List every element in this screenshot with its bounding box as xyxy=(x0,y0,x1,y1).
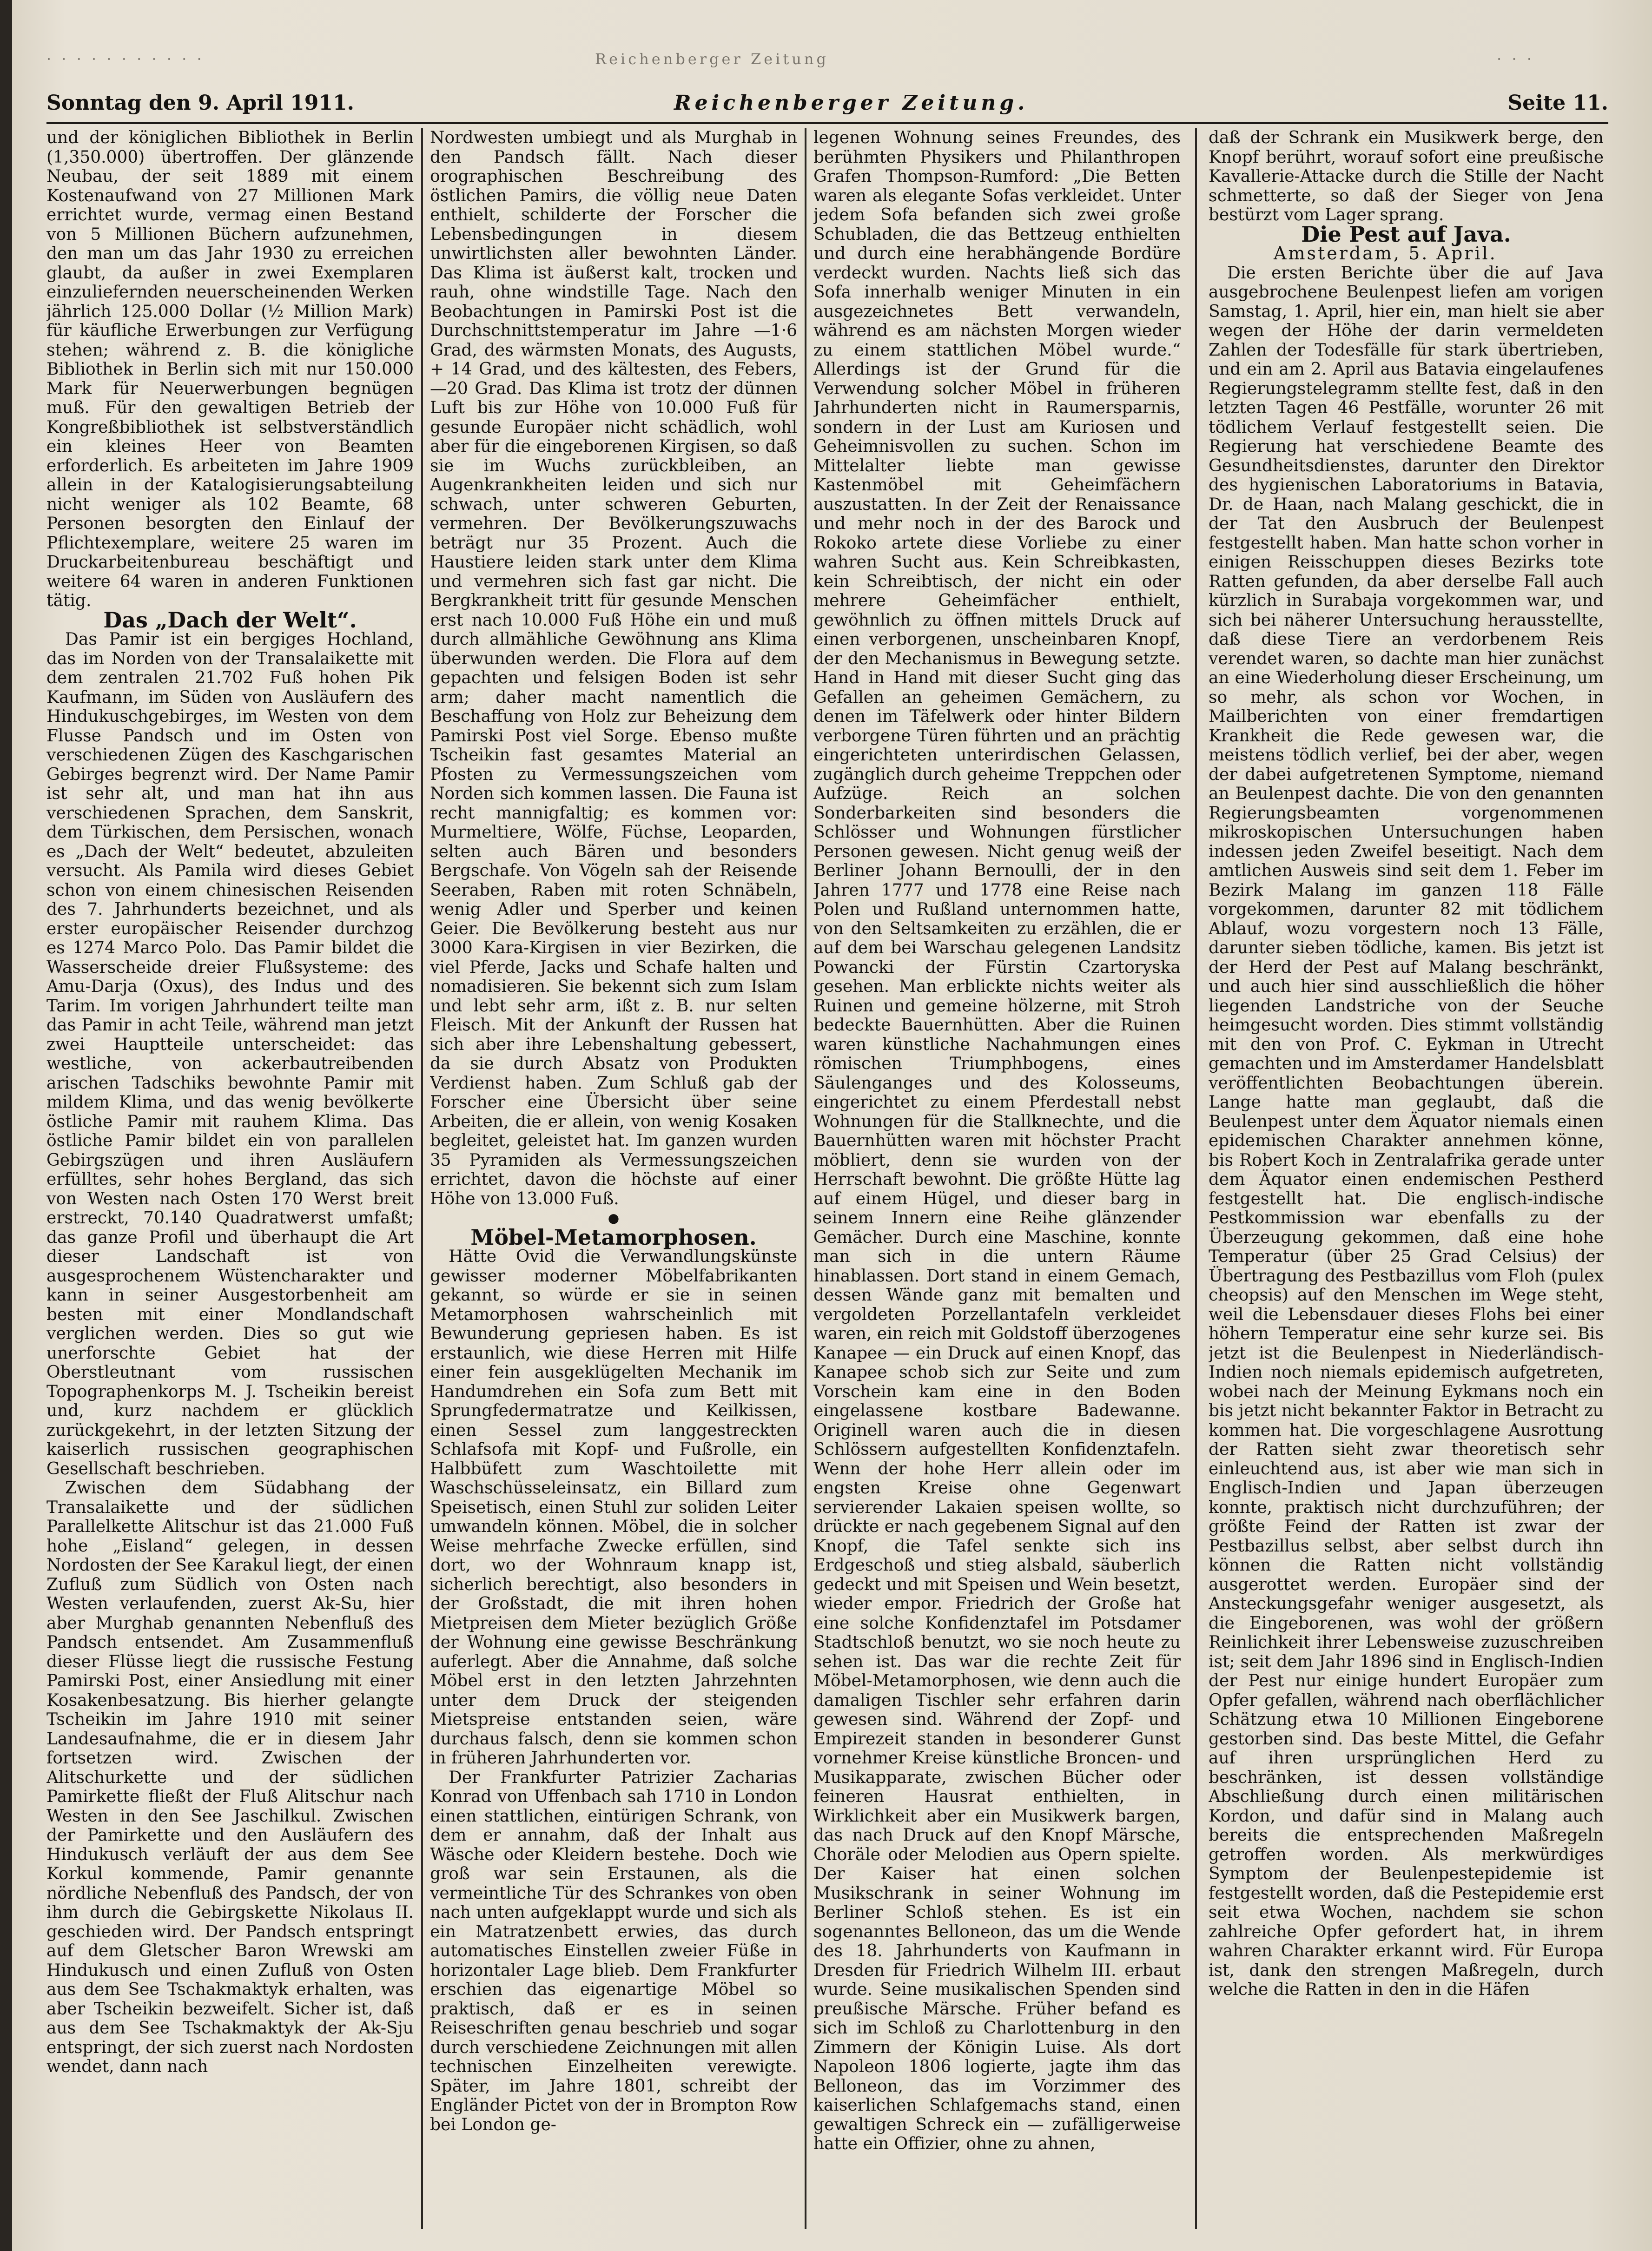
scan-edge xyxy=(0,0,12,2251)
column-2 xyxy=(430,128,797,2220)
article-paragraph: und der königlichen Bibliothek in Berlin (1,350.000) übertroffen. Der glänzende Neubau, der seit 1889 mit einem Kostenaufwand von 27 Millionen Mark errichtet wurde, vermag einen Bestand von 5 Millionen Büchern aufzunehmen, den man um das Jahr 1930 zu erreichen glaubt, da außer in zwei Exemplaren einzuliefernden neuerscheinenden Werken jährlich 125.000 Dollar (½ Million Mark) für käufliche Erwerbungen zur Verfügung stehen; während z. B. die königliche Bibliothek in Berlin sich mit nur 150.000 Mark für Neuerwerbungen begnügen muß. Für den gewaltigen Betrieb der Kongreßbibliothek ist selbstverständlich ein kleines Heer von Beamten erforderlich. Es arbeiteten im Jahre 1909 allein in der Katalogisierungsabteilung nicht weniger als 102 Beamte, 68 Personen besorgten den Einlauf der Pflichtexemplare, weitere 25 waren im Druckarbeitenbureau beschäftigt und weitere 64 waren in anderen Funktionen tätig. xyxy=(46,128,414,610)
article-paragraph: Das Pamir ist ein bergiges Hochland, das im Norden von der Transalaikette mit dem zentralen 21.702 Fuß hohen Pik Kaufmann, im Süden von Ausläufern des Hindukuschgebirges, im Westen von dem Flusse Pandsch und im Osten von verschiedenen Zügen des Kaschgarischen Gebirges begrenzt wird. Der Name Pamir ist sehr alt, und man hat ihn aus verschiedenen Sprachen, dem Sanskrit, dem Türkischen, dem Persischen, wonach es „Dach der Welt“ bedeutet, abzuleiten versucht. Als Pamila wird dieses Gebiet schon von einem chinesischen Reisenden des 7. Jahrhunderts bezeichnet, und als erster europäischer Reisender durchzog es 1274 Marco Polo. Das Pamir bildet die Wasserscheide dreier Flußsysteme: des Amu-Darja (Oxus), des Indus und des Tarim. Im vorigen Jahrhundert teilte man das Pamir in acht Teile, während man jetzt zwei Hauptteile unterscheidet: das westliche, von ackerbautreibenden arischen Tadschiks bewohnte Pamir mit mildem Klima, und das wenig bevölkerte östliche Pamir mit rauhem Klima. Das östliche Pamir bildet ein von parallelen Gebirgszügen und ihren Ausläufern erfülltes, sehr hohes Bergland, das sich von Westen nach Osten 170 Werst breit erstreckt, 70.140 Quadratwerst umfaßt; das ganze Profil und überhaupt die Art dieser Landschaft ist von ausgesprochenem Wüstencharakter und kann in seiner Ausgestorbenheit am besten mit einer Mondlandschaft verglichen werden. Dies so gut wie unerforschte Gebiet hat der Oberstleutnant vom russischen Topographenkorps M. J. Tscheikin bereist und, kurz nachdem er glücklich zurückgekehrt, in der letzten Sitzung der kaiserlich russischen geographischen Gesellschaft beschrieben. xyxy=(46,630,414,1479)
article-paragraph: legenen Wohnung seines Freundes, des berühmten Physikers und Philanthropen Grafen Thompson-Rumford: „Die Betten waren als elegante Sofas verkleidet. Unter jedem Sofa befanden sich zwei große Schubladen, die das Bettzeug enthielten und durch eine herabhängende Bordüre verdeckt wurden. Nachts ließ sich das Sofa innerhalb weniger Minuten in ein ausgezeichnetes Bett verwandeln, während es am nächsten Morgen wieder zu einem stattlichen Möbel wurde.“ Allerdings ist der Grund für die Verwendung solcher Möbel in früheren Jahrhunderten nicht in Raumersparnis, sondern in der Lust am Kuriosen und Geheimnisvollen zu suchen. Schon im Mittelalter liebte man gewisse Kastenmöbel mit Geheimfächern auszustatten. In der Zeit der Renaissance und mehr noch in der des Barock und Rokoko artete diese Vorliebe zu einer wahren Sucht aus. Kein Schreibkasten, kein Schreibtisch, der nicht ein oder mehrere Geheimfächer enthielt, gewöhnlich zu öffnen mittels Druck auf einen verborgenen, unscheinbaren Knopf, der den Mechanismus in Bewegung setzte. Hand in Hand mit dieser Sucht ging das Gefallen an geheimen Gemächern, zu denen im Täfelwerk oder hinter Bildern verborgene Türen führten und an prächtig eingerichteten unterirdischen Gelassen, zugänglich durch geheime Treppchen oder Aufzüge. Reich an solchen Sonderbarkeiten sind besonders die Schlösser und Wohnungen fürstlicher Personen gewesen. Nicht genug weiß der Berliner Johann Bernoulli, der in den Jahren 1777 und 1778 eine Reise nach Polen und Rußland unternommen hatte, von den Seltsamkeiten zu erzählen, die er auf dem bei Warschau gelegenen Landsitz Powancki der Fürstin Czartoryska gesehen. Man erblickte nichts weiter als Ruinen und gemeine hölzerne, mit Stroh bedeckte Bauernhütten. Aber die Ruinen waren künstliche Nachahmungen eines römischen Triumphbogens, eines Säulenganges und des Kolosseums, eingerichtet zu einem Pferdestall nebst Wohnungen für die Stallknechte, und die Bauernhütten waren mit höchster Pracht möbliert, denn sie wurden von der Herrschaft bewohnt. Die größte Hütte lag auf einem Hügel, und dieser barg in seinem Innern eine Reihe glänzender Gemächer. Durch eine Maschine, konnte man sich in die untern Räume hinablassen. Dort stand in einem Gemach, dessen Wände ganz mit bemalten und vergoldeten Porzellantafeln verkleidet waren, ein reich mit Goldstoff überzogenes Kanapee — ein Druck auf einen Knopf, das Kanapee schob sich zur Seite und zum Vorschein kam eine in den Boden eingelassene kostbare Badewanne. Originell waren auch die in diesen Schlössern aufgestellten Konfidenztafeln. Wenn der hohe Herr allein oder im engsten Kreise ohne Gegenwart servierender Lakaien speisen wollte, so drückte er nach gegebenem Signal auf den Knopf, die Tafel senkte sich ins Erdgeschoß und stieg alsbald, säuberlich gedeckt und mit Speisen und Wein besetzt, wieder empor. Friedrich der Große hat eine solche Konfidenztafel im Potsdamer Stadtschloß benutzt, wo sie noch heute zu sehen ist. Das war die rechte Zeit für Möbel-Metamorphosen, wie denn auch die damaligen Tischler sehr erfahren darin gewesen sind. Während der Zopf- und Empirezeit standen in besonderer Gunst vornehmer Kreise künstliche Broncen- und Musikapparate, zwischen Bücher oder feineren Hausrat enthielten, in Wirklichkeit aber ein Musikwerk bargen, das nach Druck auf den Knopf Märsche, Choräle oder Melodien aus Opern spielte. Der Kaiser hat einen solchen Musikschrank in seiner Wohnung im Berliner Schloß stehen. Es ist ein sogenanntes Belloneon, das um die Wende des 18. Jahrhunderts von Kaufmann in Dresden für Friedrich Wilhelm III. erbaut wurde. Seine musikalischen Spenden sind preußische Märsche. Früher befand es sich im Schloß zu Charlottenburg in den Zimmern der Königin Luise. Als dort Napoleon 1806 logierte, jagte ihm das Belloneon, das im Vorzimmer des kaiserlichen Schlafgemachs stand, einen gewaltigen Schreck ein — zufälligerweise hatte ein Offizier, ohne zu ahnen, xyxy=(813,128,1181,2153)
header-rule xyxy=(46,122,1608,124)
column-divider xyxy=(1195,128,1197,2229)
column-1 xyxy=(46,128,414,2220)
article-headline: Das „Dach der Welt“. xyxy=(103,607,357,633)
article-headline: Möbel-Metamorphosen. xyxy=(470,1224,757,1250)
column-divider xyxy=(805,128,806,2229)
column-4 xyxy=(1209,128,1604,2220)
section-separator: ● xyxy=(608,1210,620,1226)
article-paragraph: Hätte Ovid die Verwandlungskünste gewisser moderner Möbelfabrikanten gekannt, so würde er sie in seinen Metamorphosen wahrscheinlich mit Bewunderung gepriesen haben. Es ist erstaunlich, wie diese Herren mit Hilfe einer fein ausgeklügelten Mechanik im Handumdrehen ein Sofa zum Bett mit Sprungfedermatratze und Keilkissen, einen Sessel zum langgestreckten Schlafsofa mit Kopf- und Fußrolle, ein Halbbüfett zum Waschtoilette mit Waschschüsseleinsatz, ein Billard zum Speisetisch, einen Stuhl zur soliden Leiter umwandeln können. Möbel, die in solcher Weise mehrfache Zwecke erfüllen, sind dort, wo der Wohnraum knapp ist, sicherlich berechtigt, also besonders in der Großstadt, die mit ihren hohen Mietpreisen dem Mieter bezüglich Größe der Wohnung eine gewisse Beschränkung auferlegt. Aber die Annahme, daß solche Möbel erst in den letzten Jahrzehnten unter dem Druck der steigenden Mietspreise entstanden seien, wäre durchaus falsch, denn sie kommen schon in früheren Jahrhunderten vor. xyxy=(430,1247,797,1768)
newspaper-title: Reichenberger Zeitung. xyxy=(674,91,1029,115)
article-paragraph: daß der Schrank ein Musikwerk berge, den Knopf berührt, worauf sofort eine preußische Kavallerie-Attacke durch die Stille der Nacht schmetterte, so daß der Sieger von Jena bestürzt vom Lager sprang. xyxy=(1209,128,1604,224)
issue-date: Sonntag den 9. April 1911. xyxy=(46,91,354,115)
article-paragraph: Zwischen dem Südabhang der Transalaikette und der südlichen Parallelkette Alitschur ist das 21.000 Fuß hohe „Eisland“ gelegen, in dessen Nordosten der See Karakul liegt, der einen Zufluß zum Südlich von Osten nach Westen verlaufenden, zuerst Ak-Su, hier aber Murghab genannten Nebenfluß des Pandsch entsendet. Am Zusammenfluß dieser Flüsse liegt die russische Festung Pamirski Post, einer Ansiedlung mit einer Kosakenbesatzung. Bis hierher gelangte Tscheikin im Jahre 1910 mit seiner Landesaufnahme, die er in diesem Jahr fortsetzen wird. Zwischen der Alitschurkette und der südlichen Pamirkette fließt der Fluß Alitschur nach Westen in den See Jaschilkul. Zwischen der Pamirkette und den Ausläufern des Hindukusch verläuft der aus dem See Korkul kommende, Pamir genannte nördliche Nebenfluß des Pandsch, der von ihm durch die Gebirgskette Nikolaus II. geschieden wird. Der Pandsch entspringt auf dem Gletscher Baron Wrewski am Hindukusch und einen Zufluß von Osten aus dem See Tschakmaktyk erhalten, was aber Tscheikin bezweifelt. Sicher ist, daß aus dem See Tschakmaktyk der Ak-Sju entspringt, der sich zuerst nach Nordosten wendet, dann nach xyxy=(46,1479,414,2076)
article-paragraph: Der Frankfurter Patrizier Zacharias Konrad von Uffenbach sah 1710 in London einen stattlichen, eintürigen Schrank, von dem er annahm, daß der Inhalt aus Wäsche oder Kleidern bestehe. Doch wie groß war sein Erstaunen, als die vermeintliche Tür des Schrankes von oben nach unten aufgeklappt wurde und sich als ein Matratzenbett erwies, das durch automatisches Einstellen zweier Füße in horizontaler Lage blieb. Dem Frankfurter erschien das eigenartige Möbel so praktisch, daß er es in seinen Reiseschriften genau beschrieb und sogar durch verschiedene Zeichnungen mit allen technischen Einzelheiten verewigte. Später, im Jahre 1801, schreibt der Engländer Pictet von der in Brompton Row bei London ge- xyxy=(430,1768,797,2134)
page-number: Seite 11. xyxy=(1507,91,1608,115)
article-headline: Die Pest auf Java. xyxy=(1301,221,1511,247)
article-paragraph: Die ersten Berichte über die auf Java ausgebrochene Beulenpest liefen am vorigen Samstag, 1. April, hier ein, man hielt sie aber wegen der Höhe der darin vermeldeten Zahlen der Todesfälle für stark übertrieben, und ein am 2. April aus Batavia eingelaufenes Regierungstelegramm stellte fest, daß in den letzten Tagen 46 Pestfälle, worunter 26 mit tödlichem Verlauf festgestellt seien. Die Regierung hat verschiedene Beamte des Gesundheitsdienstes, darunter den Direktor des hygienischen Laboratoriums in Batavia, Dr. de Haan, nach Malang geschickt, die in der Tat den Ausbruch der Beulenpest festgestellt haben. Man hatte schon vorher in einigen Reisschuppen dieses Bezirks tote Ratten gefunden, da aber derselbe Fall auch kürzlich in Surabaja vorgekommen war, und sich bei näherer Untersuchung herausstellte, daß diese Tiere an verdorbenem Reis verendet waren, so dachte man hier zunächst an eine Wiederholung dieser Erscheinung, um so mehr, als schon vor Wochen, in Mailberichten von einer fremdartigen Krankheit die Rede gewesen war, die meistens tödlich verlief, bei der aber, wegen der dabei aufgetretenen Symptome, niemand an Beulenpest dachte. Die von den genannten Regierungsbeamten vorgenommenen mikroskopischen Untersuchungen haben indessen jeden Zweifel beseitigt. Nach dem amtlichen Ausweis sind seit dem 1. Feber im Bezirk Malang im ganzen 118 Fälle vorgekommen, darunter 82 mit tödlichem Ablauf, wozu vorgestern noch 13 Fälle, darunter sieben tödliche, kamen. Bis jetzt ist der Herd der Pest auf Malang beschränkt, und auch hier sind ausschließlich die höher liegenden Landstriche von der Seuche heimgesucht worden. Dies stimmt vollständig mit den von Prof. C. Eykman in Utrecht gemachten und im Amsterdamer Handelsblatt veröffentlichten Beobachtungen überein. Lange hatte man geglaubt, daß die Beulenpest unter dem Äquator niemals einen epidemischen Charakter annehmen könne, bis Robert Koch in Zentralafrika gerade unter dem Äquator einen endemischen Pestherd festgestellt hat. Die englisch-indische Pestkommission war ebenfalls zu der Überzeugung gekommen, daß eine hohe Temperatur (über 25 Grad Celsius) der Übertragung des Pestbazillus vom Floh (pulex cheopsis) auf den Menschen im Wege steht, weil die Lebensdauer dieses Flohs bei einer höhern Temperatur eine sehr kurze sei. Bis jetzt ist die Beulenpest in Niederländisch-Indien noch niemals epidemisch aufgetreten, wobei nach der Meinung Eykmans noch ein bis jetzt nicht bekannter Faktor in Betracht zu kommen hat. Die vorgeschlagene Ausrottung der Ratten sieht zwar theoretisch sehr einleuchtend aus, ist aber wie man sich in Englisch-Indien und Japan überzeugen konnte, praktisch nicht durchzuführen; der größte Feind der Ratten ist zwar der Pestbazillus selbst, aber selbst durch ihn können die Ratten nicht vollständig ausgerottet werden. Europäer sind der Ansteckungsgefahr weniger ausgesetzt, als die Eingeborenen, was wohl der größern Reinlichkeit ihrer Lebensweise zuzuschreiben ist; seit dem Jahr 1896 sind in Englisch-Indien der Pest nur einige hundert Europäer zum Opfer gefallen, während nach oberflächlicher Schätzung etwa 10 Millionen Eingeborene gestorben sind. Das beste Mittel, die Gefahr auf ihren ursprünglichen Herd zu beschränken, ist dessen vollständige Abschließung durch einen militärischen Kordon, und dafür sind in Malang auch bereits die entsprechenden Maßregeln getroffen worden. Als merkwürdiges Symptom der Beulenpestepidemie ist festgestellt worden, daß die Pestepidemie erst seit etwa Wochen, nachdem sie schon zahlreiche Opfer gefordert hat, in ihrem wahren Charakter erkannt wird. Für Europa ist, dank den strengen Maßregeln, durch welche die Ratten in den in die Häfen xyxy=(1209,263,1604,1999)
faded-masthead xyxy=(46,50,1599,69)
column-3 xyxy=(813,128,1181,2220)
article-dateline: Amsterdam, 5. April. xyxy=(1274,243,1497,264)
faded-masthead-right: · · · xyxy=(1497,50,1534,68)
page-header xyxy=(46,91,1608,119)
faded-masthead-center: Reichenberger Zeitung xyxy=(595,50,829,68)
faded-masthead-left: · · · · · · · · · · · xyxy=(46,50,205,68)
article-paragraph: Nordwesten umbiegt und als Murghab in den Pandsch fällt. Nach dieser orographischen Beschreibung des östlichen Pamirs, die völlig neue Daten enthielt, schilderte der Forscher die Lebensbedingungen in diesem unwirtlichsten aller bewohnten Länder. Das Klima ist äußerst kalt, trocken und rauh, ohne windstille Tage. Nach den Beobachtungen in Pamirski Post ist die Durchschnittstemperatur im Jahre —1·6 Grad, des wärmsten Monats, des Augusts, + 14 Grad, und des kältesten, des Febers, —20 Grad. Das Klima ist trotz der dünnen Luft bis zur Höhe von 10.000 Fuß für gesunde Europäer nicht schädlich, wohl aber für die eingeborenen Kirgisen, so daß sie im Wuchs zurückbleiben, an Augenkrankheiten leiden und sich nur schwach, unter schweren Geburten, vermehren. Der Bevölkerungszuwachs beträgt nur 35 Prozent. Auch die Haustiere leiden stark unter dem Klima und vermehren sich fast gar nicht. Die Bergkrankheit tritt für gesunde Menschen erst nach 10.000 Fuß Höhe ein und muß durch allmähliche Gewöhnung ans Klima überwunden werden. Die Flora auf dem gepachten und felsigen Boden ist sehr arm; daher macht namentlich die Beschaffung von Holz zur Beheizung dem Pamirski Post viel Sorge. Ebenso mußte Tscheikin fast gesamtes Material an Pfosten zu Vermessungszeichen vom Norden sich kommen lassen. Die Fauna ist recht mannigfaltig; es kommen vor: Murmeltiere, Wölfe, Füchse, Leoparden, selten auch Bären und besonders Bergschafe. Von Vögeln sah der Reisende Seeraben, Raben mit roten Schnäbeln, wenig Adler und Sperber und keinen Geier. Die Bevölkerung besteht aus nur 3000 Kara-Kirgisen in vier Bezirken, die viel Pferde, Jacks und Schafe halten und nomadisieren. Sie bekennt sich zum Islam und lebt sehr arm, ißt z. B. nur selten Fleisch. Mit der Ankunft der Russen hat sich aber ihre Lebenshaltung gebessert, da sie durch Absatz von Produkten Verdienst haben. Zum Schluß gab der Forscher eine Übersicht über seine Arbeiten, die er allein, von wenig Kosaken begleitet, geleistet hat. Im ganzen wurden 35 Pyramiden als Vermessungszeichen errichtet, davon die höchste auf einer Höhe von 13.000 Fuß. xyxy=(430,128,797,1208)
column-divider xyxy=(421,128,423,2229)
